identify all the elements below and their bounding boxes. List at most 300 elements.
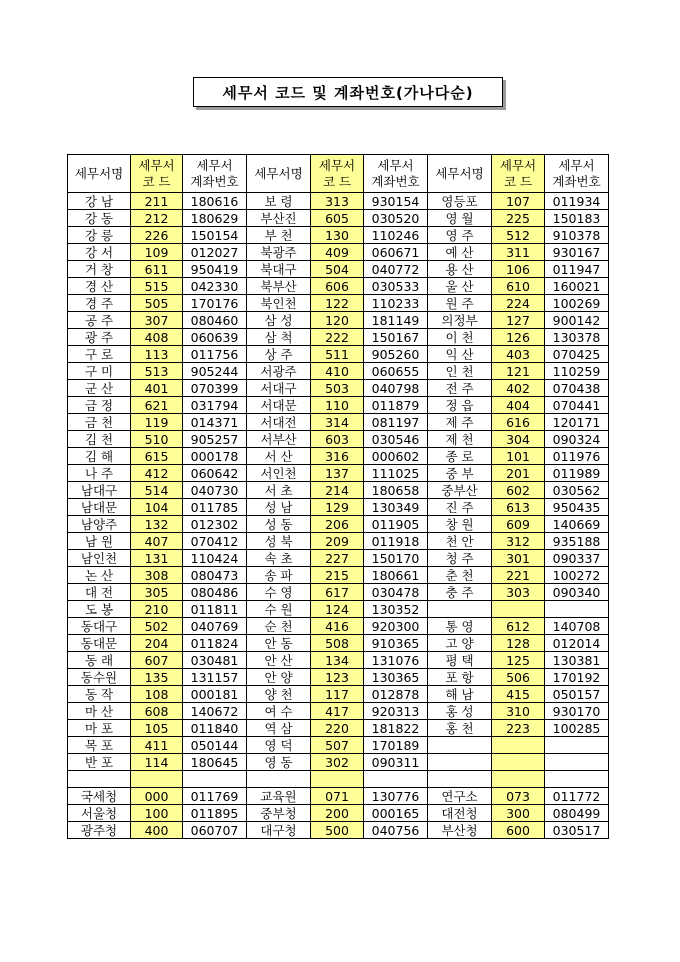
cell-office-name: 서 산 (247, 448, 311, 465)
cell-office-name: 서대문 (247, 397, 311, 414)
cell-code: 201 (492, 465, 545, 482)
cell-account: 012027 (183, 244, 247, 261)
cell-account: 011840 (183, 720, 247, 737)
cell-code: 110 (311, 397, 364, 414)
table-row (68, 771, 609, 788)
cell-code: 404 (492, 397, 545, 414)
cell-office-name: 북부산 (247, 278, 311, 295)
table-body (68, 193, 609, 839)
cell-account: 011895 (183, 805, 247, 822)
cell-office-name: 성 남 (247, 499, 311, 516)
cell-office-name: 동 작 (68, 686, 131, 703)
cell-code: 514 (131, 482, 183, 499)
cell-account: 180658 (364, 482, 428, 499)
cell-office-name: 홍 성 (428, 703, 492, 720)
cell-office-name: 울 산 (428, 278, 492, 295)
table-row (68, 584, 609, 601)
cell-office-name: 서울청 (68, 805, 131, 822)
cell-code: 107 (492, 193, 545, 210)
cell-account: 014371 (183, 414, 247, 431)
cell-code: 508 (311, 635, 364, 652)
cell-code: 616 (492, 414, 545, 431)
cell-code: 211 (131, 193, 183, 210)
cell-office-name: 진 주 (428, 499, 492, 516)
cell-office-name: 속 초 (247, 550, 311, 567)
cell-code: 132 (131, 516, 183, 533)
cell-account: 920300 (364, 618, 428, 635)
cell-office-name: 안 산 (247, 652, 311, 669)
cell-office-name: 영 덕 (247, 737, 311, 754)
cell-account: 111025 (364, 465, 428, 482)
cell-office-name (428, 601, 492, 618)
column-header-office-name: 세무서명 (428, 155, 492, 193)
cell-office-name: 금 천 (68, 414, 131, 431)
cell-code: 510 (131, 431, 183, 448)
cell-code: 221 (492, 567, 545, 584)
cell-code: 137 (311, 465, 364, 482)
cell-account: 030533 (364, 278, 428, 295)
cell-account: 930167 (545, 244, 609, 261)
cell-office-name: 대구청 (247, 822, 311, 839)
cell-account: 011947 (545, 261, 609, 278)
cell-code: 223 (492, 720, 545, 737)
cell-account: 050157 (545, 686, 609, 703)
cell-office-name: 안 양 (247, 669, 311, 686)
cell-account: 110259 (545, 363, 609, 380)
table-row (68, 261, 609, 278)
cell-code (492, 754, 545, 771)
cell-code: 607 (131, 652, 183, 669)
cell-code: 411 (131, 737, 183, 754)
table-row (68, 227, 609, 244)
cell-account: 011976 (545, 448, 609, 465)
cell-account: 140669 (545, 516, 609, 533)
table-row (68, 618, 609, 635)
cell-account (545, 601, 609, 618)
cell-code: 119 (131, 414, 183, 431)
cell-office-name: 군 산 (68, 380, 131, 397)
cell-account: 090324 (545, 431, 609, 448)
cell-office-name: 금 정 (68, 397, 131, 414)
table-row (68, 448, 609, 465)
column-header-code: 세무서 코 드 (311, 155, 364, 193)
cell-office-name: 남양주 (68, 516, 131, 533)
cell-code: 120 (311, 312, 364, 329)
table-row (68, 533, 609, 550)
cell-office-name: 보 령 (247, 193, 311, 210)
cell-code: 303 (492, 584, 545, 601)
cell-code: 613 (492, 499, 545, 516)
cell-account: 011785 (183, 499, 247, 516)
cell-office-name: 서대구 (247, 380, 311, 397)
table-row (68, 720, 609, 737)
cell-code: 409 (311, 244, 364, 261)
cell-office-name: 평 택 (428, 652, 492, 669)
cell-office-name: 전 주 (428, 380, 492, 397)
cell-office-name (428, 754, 492, 771)
cell-code: 507 (311, 737, 364, 754)
cell-office-name: 삼 성 (247, 312, 311, 329)
cell-office-name: 동대문 (68, 635, 131, 652)
cell-office-name: 대 전 (68, 584, 131, 601)
cell-account: 030478 (364, 584, 428, 601)
cell-code: 603 (311, 431, 364, 448)
cell-account: 131157 (183, 669, 247, 686)
cell-code: 117 (311, 686, 364, 703)
cell-code: 417 (311, 703, 364, 720)
cell-code: 307 (131, 312, 183, 329)
cell-account: 950419 (183, 261, 247, 278)
column-header-code: 세무서 코 드 (131, 155, 183, 193)
cell-office-name (68, 771, 131, 788)
cell-office-name: 강 릉 (68, 227, 131, 244)
cell-account: 181822 (364, 720, 428, 737)
cell-code: 313 (311, 193, 364, 210)
table-row (68, 329, 609, 346)
cell-code: 416 (311, 618, 364, 635)
table-row (68, 193, 609, 210)
cell-code: 502 (131, 618, 183, 635)
table-row (68, 380, 609, 397)
cell-code: 122 (311, 295, 364, 312)
cell-account: 090311 (364, 754, 428, 771)
cell-office-name: 남대문 (68, 499, 131, 516)
page-title: 세무서 코드 및 계좌번호(가나다순) (193, 77, 503, 107)
cell-account: 040769 (183, 618, 247, 635)
cell-code: 316 (311, 448, 364, 465)
cell-account: 905260 (364, 346, 428, 363)
cell-code: 222 (311, 329, 364, 346)
cell-office-name: 부 천 (247, 227, 311, 244)
cell-office-name: 의정부 (428, 312, 492, 329)
table-row (68, 431, 609, 448)
cell-account: 950435 (545, 499, 609, 516)
cell-code: 212 (131, 210, 183, 227)
column-header-account: 세무서 계좌번호 (183, 155, 247, 193)
cell-code: 611 (131, 261, 183, 278)
cell-office-name: 인 천 (428, 363, 492, 380)
cell-code: 125 (492, 652, 545, 669)
cell-account: 012878 (364, 686, 428, 703)
cell-code (311, 771, 364, 788)
table-row (68, 278, 609, 295)
cell-account: 011824 (183, 635, 247, 652)
cell-code: 131 (131, 550, 183, 567)
cell-account: 030562 (545, 482, 609, 499)
cell-account: 110233 (364, 295, 428, 312)
cell-account: 130381 (545, 652, 609, 669)
table-row (68, 516, 609, 533)
table-row (68, 635, 609, 652)
cell-account: 130349 (364, 499, 428, 516)
cell-office-name: 남인천 (68, 550, 131, 567)
table-row (68, 805, 609, 822)
cell-office-name: 교육원 (247, 788, 311, 805)
cell-account: 130776 (364, 788, 428, 805)
cell-office-name: 창 원 (428, 516, 492, 533)
cell-code: 610 (492, 278, 545, 295)
column-header-office-name: 세무서명 (247, 155, 311, 193)
table-row (68, 567, 609, 584)
cell-office-name: 경 주 (68, 295, 131, 312)
cell-office-name: 정 읍 (428, 397, 492, 414)
cell-office-name: 강 동 (68, 210, 131, 227)
cell-office-name: 원 주 (428, 295, 492, 312)
cell-account: 011811 (183, 601, 247, 618)
cell-office-name: 영 동 (247, 754, 311, 771)
cell-account: 080473 (183, 567, 247, 584)
cell-code: 209 (311, 533, 364, 550)
cell-code: 204 (131, 635, 183, 652)
cell-office-name: 부산청 (428, 822, 492, 839)
cell-office-name: 중 부 (428, 465, 492, 482)
cell-code: 605 (311, 210, 364, 227)
cell-code: 114 (131, 754, 183, 771)
cell-code: 106 (492, 261, 545, 278)
column-header-code: 세무서 코 드 (492, 155, 545, 193)
cell-account: 905244 (183, 363, 247, 380)
cell-office-name: 해 남 (428, 686, 492, 703)
cell-office-name: 영 월 (428, 210, 492, 227)
cell-account: 080499 (545, 805, 609, 822)
cell-code (492, 601, 545, 618)
cell-code: 505 (131, 295, 183, 312)
column-header-account: 세무서 계좌번호 (545, 155, 609, 193)
table-row (68, 295, 609, 312)
cell-office-name: 연구소 (428, 788, 492, 805)
cell-office-name: 제 천 (428, 431, 492, 448)
cell-office-name: 홍 천 (428, 720, 492, 737)
cell-office-name: 통 영 (428, 618, 492, 635)
cell-office-name: 안 동 (247, 635, 311, 652)
cell-office-name: 강 남 (68, 193, 131, 210)
cell-office-name: 익 산 (428, 346, 492, 363)
cell-code: 504 (311, 261, 364, 278)
cell-account (183, 771, 247, 788)
cell-code: 408 (131, 329, 183, 346)
cell-office-name: 순 천 (247, 618, 311, 635)
cell-code: 615 (131, 448, 183, 465)
cell-office-name: 북광주 (247, 244, 311, 261)
cell-code: 403 (492, 346, 545, 363)
cell-office-name: 영등포 (428, 193, 492, 210)
cell-account: 070425 (545, 346, 609, 363)
cell-code: 612 (492, 618, 545, 635)
cell-account: 060671 (364, 244, 428, 261)
table-row (68, 550, 609, 567)
cell-office-name: 예 산 (428, 244, 492, 261)
cell-office-name: 영 주 (428, 227, 492, 244)
table-row (68, 482, 609, 499)
cell-code: 101 (492, 448, 545, 465)
cell-code: 311 (492, 244, 545, 261)
cell-account: 110246 (364, 227, 428, 244)
cell-code: 415 (492, 686, 545, 703)
cell-office-name: 도 봉 (68, 601, 131, 618)
cell-office-name (428, 737, 492, 754)
cell-office-name: 중부청 (247, 805, 311, 822)
cell-account: 081197 (364, 414, 428, 431)
cell-account: 070412 (183, 533, 247, 550)
cell-code: 621 (131, 397, 183, 414)
cell-code: 606 (311, 278, 364, 295)
cell-office-name: 역 삼 (247, 720, 311, 737)
cell-account: 031794 (183, 397, 247, 414)
cell-code: 100 (131, 805, 183, 822)
cell-office-name: 마 산 (68, 703, 131, 720)
cell-office-name: 성 북 (247, 533, 311, 550)
cell-account: 070438 (545, 380, 609, 397)
cell-code: 608 (131, 703, 183, 720)
cell-code: 123 (311, 669, 364, 686)
table-row (68, 363, 609, 380)
cell-account: 180645 (183, 754, 247, 771)
cell-code: 609 (492, 516, 545, 533)
cell-office-name: 청 주 (428, 550, 492, 567)
cell-account: 100269 (545, 295, 609, 312)
cell-code (492, 771, 545, 788)
cell-account: 090337 (545, 550, 609, 567)
cell-code: 410 (311, 363, 364, 380)
cell-account: 905257 (183, 431, 247, 448)
cell-account: 935188 (545, 533, 609, 550)
cell-code: 401 (131, 380, 183, 397)
cell-office-name: 공 주 (68, 312, 131, 329)
cell-office-name: 성 동 (247, 516, 311, 533)
cell-code: 129 (311, 499, 364, 516)
cell-code: 126 (492, 329, 545, 346)
cell-account: 150170 (364, 550, 428, 567)
cell-code (131, 771, 183, 788)
cell-code: 227 (311, 550, 364, 567)
cell-office-name: 김 해 (68, 448, 131, 465)
cell-account: 070441 (545, 397, 609, 414)
cell-account: 100285 (545, 720, 609, 737)
cell-code: 400 (131, 822, 183, 839)
cell-account: 000178 (183, 448, 247, 465)
cell-code: 210 (131, 601, 183, 618)
table-row (68, 244, 609, 261)
header-row (68, 155, 609, 193)
column-header-account: 세무서 계좌번호 (364, 155, 428, 193)
cell-code (492, 737, 545, 754)
table-row (68, 822, 609, 839)
cell-code: 511 (311, 346, 364, 363)
column-header-office-name: 세무서명 (68, 155, 131, 193)
cell-account: 080486 (183, 584, 247, 601)
cell-code: 506 (492, 669, 545, 686)
cell-account: 181149 (364, 312, 428, 329)
cell-account: 011772 (545, 788, 609, 805)
cell-office-name: 구 로 (68, 346, 131, 363)
cell-account (364, 771, 428, 788)
cell-account: 011879 (364, 397, 428, 414)
cell-account: 150183 (545, 210, 609, 227)
cell-office-name: 여 수 (247, 703, 311, 720)
table-row (68, 737, 609, 754)
cell-code: 073 (492, 788, 545, 805)
cell-code: 224 (492, 295, 545, 312)
cell-account: 042330 (183, 278, 247, 295)
cell-account: 090340 (545, 584, 609, 601)
table-row (68, 499, 609, 516)
cell-code: 310 (492, 703, 545, 720)
cell-code: 135 (131, 669, 183, 686)
table-row (68, 788, 609, 805)
cell-account: 011905 (364, 516, 428, 533)
cell-account (545, 754, 609, 771)
cell-account: 170189 (364, 737, 428, 754)
cell-account: 130352 (364, 601, 428, 618)
cell-office-name: 이 천 (428, 329, 492, 346)
cell-account: 030517 (545, 822, 609, 839)
cell-office-name: 동 래 (68, 652, 131, 669)
table-row (68, 669, 609, 686)
cell-account: 011918 (364, 533, 428, 550)
cell-account: 140708 (545, 618, 609, 635)
cell-office-name: 송 파 (247, 567, 311, 584)
cell-account: 180616 (183, 193, 247, 210)
cell-account: 170176 (183, 295, 247, 312)
cell-code: 407 (131, 533, 183, 550)
cell-account: 140672 (183, 703, 247, 720)
table-row (68, 686, 609, 703)
cell-office-name: 포 항 (428, 669, 492, 686)
cell-office-name: 남대구 (68, 482, 131, 499)
cell-office-name: 강 서 (68, 244, 131, 261)
cell-code: 130 (311, 227, 364, 244)
cell-office-name: 목 포 (68, 737, 131, 754)
cell-code: 402 (492, 380, 545, 397)
cell-office-name: 수 원 (247, 601, 311, 618)
cell-office-name: 수 영 (247, 584, 311, 601)
cell-code: 513 (131, 363, 183, 380)
cell-code: 113 (131, 346, 183, 363)
table-row (68, 703, 609, 720)
cell-account: 040798 (364, 380, 428, 397)
cell-code: 000 (131, 788, 183, 805)
cell-account: 000165 (364, 805, 428, 822)
cell-office-name: 북인천 (247, 295, 311, 312)
cell-account: 011769 (183, 788, 247, 805)
cell-office-name: 남 원 (68, 533, 131, 550)
cell-office-name: 북대구 (247, 261, 311, 278)
cell-account (545, 771, 609, 788)
cell-code: 108 (131, 686, 183, 703)
cell-account: 910378 (545, 227, 609, 244)
table-row (68, 414, 609, 431)
cell-code: 071 (311, 788, 364, 805)
cell-office-name (247, 771, 311, 788)
cell-code: 412 (131, 465, 183, 482)
table-row (68, 397, 609, 414)
cell-code: 220 (311, 720, 364, 737)
cell-account: 100272 (545, 567, 609, 584)
cell-code: 226 (131, 227, 183, 244)
cell-account: 920313 (364, 703, 428, 720)
cell-account: 110424 (183, 550, 247, 567)
cell-account: 060639 (183, 329, 247, 346)
cell-office-name: 서대전 (247, 414, 311, 431)
cell-code: 200 (311, 805, 364, 822)
cell-office-name: 상 주 (247, 346, 311, 363)
cell-code: 512 (492, 227, 545, 244)
cell-account: 060655 (364, 363, 428, 380)
cell-office-name: 김 천 (68, 431, 131, 448)
cell-code: 600 (492, 822, 545, 839)
cell-account: 060642 (183, 465, 247, 482)
cell-office-name (428, 771, 492, 788)
